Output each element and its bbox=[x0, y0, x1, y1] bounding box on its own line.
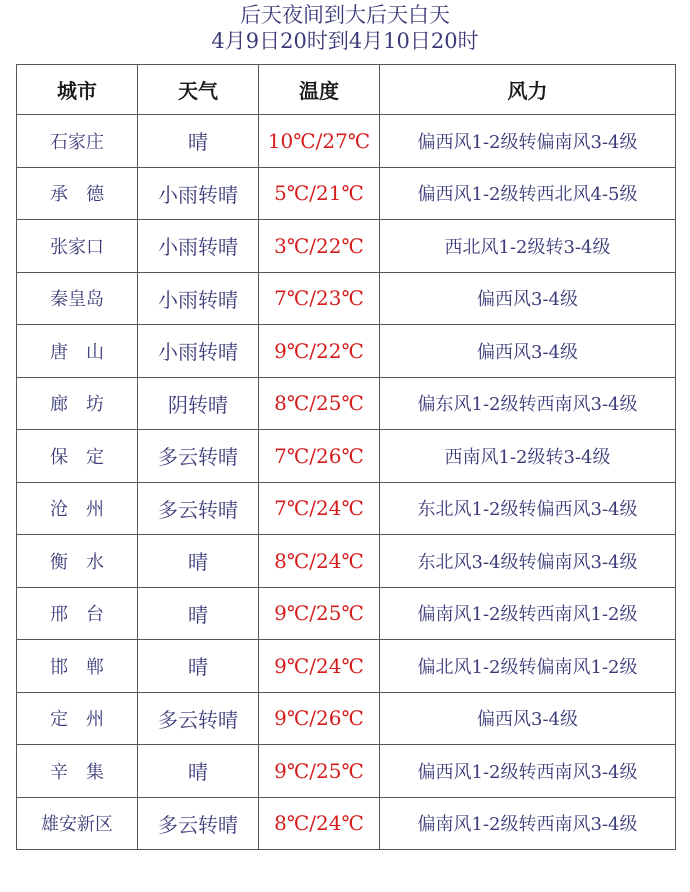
wind-cell: 偏西风1-2级转西北风4-5级 bbox=[380, 167, 676, 220]
table-row bbox=[17, 220, 676, 273]
wind-cell: 西南风1-2级转3-4级 bbox=[380, 430, 676, 483]
temperature-cell: 9℃/22℃ bbox=[259, 325, 380, 378]
wind-cell: 偏南风1-2级转西南风3-4级 bbox=[380, 797, 676, 850]
weather-cell: 晴 bbox=[138, 745, 259, 798]
wind-cell: 东北风3-4级转偏南风3-4级 bbox=[380, 535, 676, 588]
title-time-range: 4月9日20时到4月10日20时 bbox=[211, 29, 479, 53]
table-row bbox=[17, 325, 676, 378]
city-cell: 辛 集 bbox=[17, 745, 138, 798]
table-row bbox=[17, 272, 676, 325]
city-cell: 石家庄 bbox=[17, 115, 138, 168]
table-row bbox=[17, 745, 676, 798]
weather-cell: 多云转晴 bbox=[138, 430, 259, 483]
weather-cell: 小雨转晴 bbox=[138, 167, 259, 220]
weather-cell: 多云转晴 bbox=[138, 797, 259, 850]
temperature-cell: 5℃/21℃ bbox=[259, 167, 380, 220]
weather-cell: 多云转晴 bbox=[138, 692, 259, 745]
wind-cell: 西北风1-2级转3-4级 bbox=[380, 220, 676, 273]
city-cell: 廊 坊 bbox=[17, 377, 138, 430]
weather-cell: 晴 bbox=[138, 115, 259, 168]
temperature-cell: 9℃/25℃ bbox=[259, 745, 380, 798]
title-period: 后天夜间到大后天白天 bbox=[240, 3, 450, 27]
table-row bbox=[17, 692, 676, 745]
table-row bbox=[17, 167, 676, 220]
temperature-cell: 9℃/25℃ bbox=[259, 587, 380, 640]
table-row bbox=[17, 587, 676, 640]
city-cell: 张家口 bbox=[17, 220, 138, 273]
header-wind: 风力 bbox=[380, 65, 676, 115]
city-cell: 定 州 bbox=[17, 692, 138, 745]
title-block bbox=[0, 0, 690, 54]
table-row bbox=[17, 797, 676, 850]
header-city: 城市 bbox=[17, 65, 138, 115]
wind-cell: 偏西风1-2级转西南风3-4级 bbox=[380, 745, 676, 798]
temperature-cell: 7℃/24℃ bbox=[259, 482, 380, 535]
header-temperature: 温度 bbox=[259, 65, 380, 115]
wind-cell: 偏西风3-4级 bbox=[380, 692, 676, 745]
wind-cell: 东北风1-2级转偏西风3-4级 bbox=[380, 482, 676, 535]
table-row bbox=[17, 115, 676, 168]
wind-cell: 偏北风1-2级转偏南风1-2级 bbox=[380, 640, 676, 693]
table-row bbox=[17, 430, 676, 483]
table-row bbox=[17, 482, 676, 535]
temperature-cell: 7℃/26℃ bbox=[259, 430, 380, 483]
wind-cell: 偏西风3-4级 bbox=[380, 272, 676, 325]
wind-cell: 偏东风1-2级转西南风3-4级 bbox=[380, 377, 676, 430]
city-cell: 保 定 bbox=[17, 430, 138, 483]
city-cell: 邢 台 bbox=[17, 587, 138, 640]
table-row bbox=[17, 377, 676, 430]
temperature-cell: 8℃/25℃ bbox=[259, 377, 380, 430]
weather-cell: 小雨转晴 bbox=[138, 220, 259, 273]
temperature-cell: 3℃/22℃ bbox=[259, 220, 380, 273]
weather-cell: 晴 bbox=[138, 587, 259, 640]
weather-cell: 小雨转晴 bbox=[138, 272, 259, 325]
weather-cell: 小雨转晴 bbox=[138, 325, 259, 378]
city-cell: 秦皇岛 bbox=[17, 272, 138, 325]
header-weather: 天气 bbox=[138, 65, 259, 115]
city-cell: 唐 山 bbox=[17, 325, 138, 378]
temperature-cell: 7℃/23℃ bbox=[259, 272, 380, 325]
city-cell: 雄安新区 bbox=[17, 797, 138, 850]
table-row bbox=[17, 640, 676, 693]
temperature-cell: 8℃/24℃ bbox=[259, 797, 380, 850]
weather-cell: 多云转晴 bbox=[138, 482, 259, 535]
city-cell: 沧 州 bbox=[17, 482, 138, 535]
weather-cell: 晴 bbox=[138, 640, 259, 693]
city-cell: 衡 水 bbox=[17, 535, 138, 588]
temperature-cell: 10℃/27℃ bbox=[259, 115, 380, 168]
weather-cell: 晴 bbox=[138, 535, 259, 588]
wind-cell: 偏南风1-2级转西南风1-2级 bbox=[380, 587, 676, 640]
wind-cell: 偏西风3-4级 bbox=[380, 325, 676, 378]
temperature-cell: 8℃/24℃ bbox=[259, 535, 380, 588]
city-cell: 邯 郸 bbox=[17, 640, 138, 693]
weather-cell: 阴转晴 bbox=[138, 377, 259, 430]
forecast-table bbox=[16, 64, 676, 850]
temperature-cell: 9℃/24℃ bbox=[259, 640, 380, 693]
city-cell: 承 德 bbox=[17, 167, 138, 220]
table-row bbox=[17, 535, 676, 588]
wind-cell: 偏西风1-2级转偏南风3-4级 bbox=[380, 115, 676, 168]
header-row bbox=[17, 65, 676, 115]
temperature-cell: 9℃/26℃ bbox=[259, 692, 380, 745]
